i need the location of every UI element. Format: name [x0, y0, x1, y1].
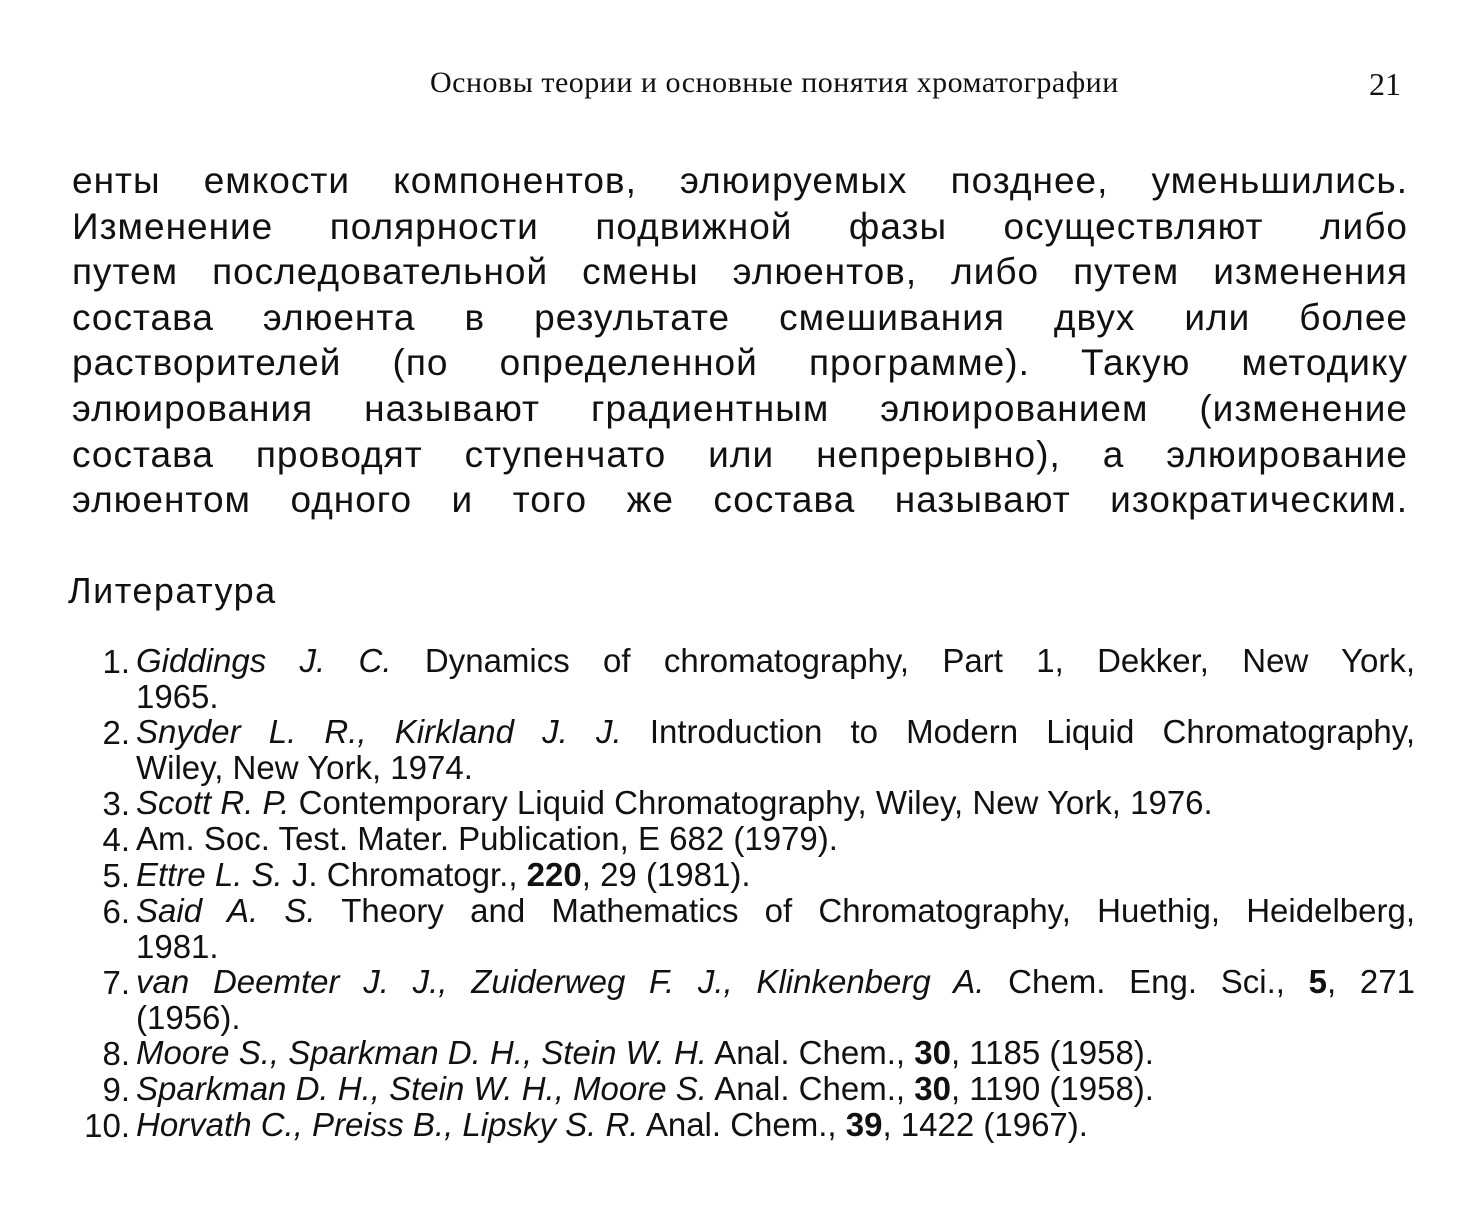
section-heading: Литература: [68, 570, 277, 611]
reference-authors: Sparkman D. H., Stein W. H., Moore S.: [136, 1070, 707, 1107]
reference-authors: Ettre L. S.: [136, 856, 283, 893]
paragraph-line: элюентом одного и того же состава называют изократическим.: [72, 479, 1408, 521]
reference-authors: Snyder L. R., Kirkland J. J.: [136, 713, 622, 750]
reference-continuation: 1965.: [136, 678, 219, 715]
reference-line: [136, 714, 1415, 750]
reference-volume: 39: [845, 1106, 883, 1143]
paragraph-line: путем последовательной смены элюентов, либо путем изменения: [72, 251, 1408, 293]
paragraph-line: состава элюента в результате смешивания двух или более: [72, 296, 1408, 338]
reference-source: Anal. Chem.,: [706, 1070, 915, 1107]
reference-volume: 220: [526, 856, 582, 893]
reference-number: 9.: [102, 1071, 130, 1108]
reference-authors: Said A. S.: [136, 892, 316, 929]
reference-authors: Scott R. P.: [136, 784, 290, 821]
reference-volume: 5: [1308, 963, 1328, 1000]
reference-continuation: Wiley, New York, 1974.: [136, 749, 473, 786]
reference-authors: Horvath C., Preiss B., Lipsky S. R.: [136, 1106, 639, 1143]
reference-number: 8.: [102, 1035, 130, 1072]
reference-item: [70, 714, 1415, 785]
reference-number: 1.: [102, 643, 130, 680]
reference-line: [136, 643, 1415, 679]
reference-item: [70, 964, 1415, 1035]
reference-item: [70, 821, 1415, 857]
reference-authors: Moore S., Sparkman D. H., Stein W. H.: [136, 1034, 707, 1071]
reference-pages-year: , 1190 (1958).: [950, 1070, 1154, 1107]
reference-item: [70, 1035, 1415, 1071]
reference-number: 4.: [102, 821, 130, 858]
body-paragraph: [72, 158, 1408, 523]
reference-line: [136, 1071, 1415, 1107]
reference-item: [70, 785, 1415, 821]
reference-item: [70, 857, 1415, 893]
paragraph-line: енты емкости компонентов, элюируемых позднее, уменьшились.: [72, 160, 1408, 201]
reference-source: Anal. Chem.,: [638, 1106, 846, 1143]
paragraph-line: состава проводят ступенчато или непрерывно), а элюирование: [72, 433, 1408, 475]
reference-volume: 30: [914, 1070, 951, 1107]
reference-pages-year: , 1185 (1958).: [950, 1034, 1154, 1071]
reference-source: J. Chromatogr.,: [282, 856, 527, 893]
reference-list: [70, 643, 1415, 1143]
reference-line: [136, 1107, 1415, 1143]
reference-line: Am. Soc. Test. Mater. Publication, E 682 (1979).: [136, 820, 838, 857]
reference-text: Theory and Mathematics of Chromatography, Huethig, Heidelberg,: [315, 892, 1415, 929]
reference-pages-year: , 29 (1981).: [581, 856, 751, 893]
paragraph-line: растворителей (по определенной программе). Такую методику: [72, 342, 1408, 384]
reference-item: [70, 893, 1415, 964]
reference-line: [136, 785, 1415, 821]
reference-source: Anal. Chem.,: [706, 1034, 915, 1071]
paragraph-line: Изменение полярности подвижной фазы осуществляют либо: [72, 205, 1408, 247]
reference-number: 6.: [102, 893, 130, 930]
reference-number: 7.: [102, 964, 130, 1001]
reference-volume: 30: [914, 1034, 951, 1071]
reference-line: [136, 893, 1415, 929]
reference-authors: van Deemter J. J., Zuiderweg F. J., Klinkenberg A.: [136, 963, 985, 1000]
reference-source: Chem. Eng. Sci.,: [984, 963, 1309, 1000]
reference-continuation: 1981.: [136, 928, 219, 965]
running-title: Основы теории и основные понятия хроматографии: [430, 66, 1119, 99]
reference-item: [70, 643, 1415, 714]
reference-text: Introduction to Modern Liquid Chromatography,: [621, 713, 1415, 750]
reference-pages-year: , 1422 (1967).: [882, 1106, 1088, 1143]
reference-number: 10.: [84, 1107, 130, 1144]
reference-number: 3.: [102, 785, 130, 822]
reference-authors: Giddings J. C.: [136, 642, 392, 679]
reference-text: Dynamics of chromatography, Part 1, Dekker, New York,: [391, 642, 1415, 679]
reference-item: [70, 1071, 1415, 1107]
reference-number: 2.: [102, 714, 130, 751]
paragraph-line: элюирования называют градиентным элюированием (изменение: [72, 387, 1408, 429]
reference-item: [70, 1107, 1415, 1143]
page-number: 21: [1369, 66, 1401, 102]
reference-continuation: (1956).: [136, 999, 241, 1036]
reference-pages: , 271: [1327, 963, 1415, 1000]
reference-number: 5.: [102, 857, 130, 894]
reference-line: [136, 1035, 1415, 1071]
reference-line: [136, 857, 1415, 893]
reference-line: [136, 964, 1415, 1000]
reference-text: Contemporary Liquid Chromatography, Wiley, New York, 1976.: [289, 784, 1213, 821]
